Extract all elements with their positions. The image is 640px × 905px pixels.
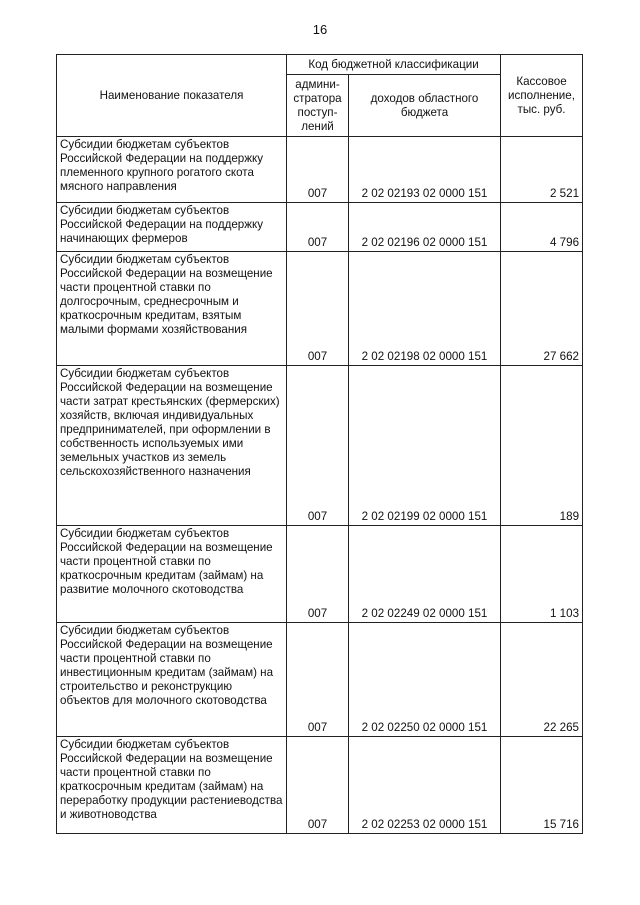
row-budget-code: 2 02 02198 02 0000 151 (349, 252, 501, 366)
table-header (57, 55, 583, 137)
row-budget-code: 2 02 02250 02 0000 151 (349, 623, 501, 737)
table-row (57, 203, 583, 252)
row-indicator-name: Субсидии бюджетам субъектов Российской Федерации на поддержку начинающих фермеров (57, 203, 287, 252)
row-indicator-name: Субсидии бюджетам субъектов Российской Федерации на возмещение части затрат крестьянских (фермерских) хозяйств, включая индивидуальных предпринимателей, при оформлении в собственность используемых ими земельных участков из земель сельскохозяйственного назначения (57, 366, 287, 526)
row-cash-amount: 4 796 (501, 203, 583, 252)
row-admin-code: 007 (287, 203, 349, 252)
row-admin-code: 007 (287, 526, 349, 623)
table-row (57, 623, 583, 737)
row-budget-code: 2 02 02253 02 0000 151 (349, 737, 501, 834)
row-cash-amount: 27 662 (501, 252, 583, 366)
header-regional-budget-revenue: доходов областного бюджета (349, 75, 501, 137)
row-admin-code: 007 (287, 252, 349, 366)
page-number: 16 (312, 22, 328, 37)
row-budget-code: 2 02 02196 02 0000 151 (349, 203, 501, 252)
row-indicator-name: Субсидии бюджетам субъектов Российской Федерации на возмещение части процентной ставки по долгосрочным, среднесрочным и краткосрочным кредитам, взятым малыми формами хозяйствования (57, 252, 287, 366)
row-admin-code: 007 (287, 366, 349, 526)
table-row (57, 137, 583, 203)
row-cash-amount: 2 521 (501, 137, 583, 203)
header-revenue-administrator: админи-стратора поступ-лений (287, 75, 349, 137)
row-cash-amount: 189 (501, 366, 583, 526)
row-cash-amount: 1 103 (501, 526, 583, 623)
table-row (57, 252, 583, 366)
row-cash-amount: 22 265 (501, 623, 583, 737)
table-body (57, 137, 583, 834)
header-cash-execution: Кассовое исполнение, тыс. руб. (501, 55, 583, 137)
row-cash-amount: 15 716 (501, 737, 583, 834)
header-indicator-name: Наименование показателя (57, 55, 287, 137)
row-admin-code: 007 (287, 623, 349, 737)
row-budget-code: 2 02 02199 02 0000 151 (349, 366, 501, 526)
table-row (57, 737, 583, 834)
table-row (57, 366, 583, 526)
header-classification-code: Код бюджетной классификации (287, 55, 501, 75)
budget-table (56, 54, 583, 834)
row-indicator-name: Субсидии бюджетам субъектов Российской Федерации на возмещение части процентной ставки по инвестиционным кредитам (займам) на строительство и реконструкцию объектов для молочного скотоводства (57, 623, 287, 737)
row-budget-code: 2 02 02249 02 0000 151 (349, 526, 501, 623)
table-row (57, 526, 583, 623)
row-indicator-name: Субсидии бюджетам субъектов Российской Федерации на возмещение части процентной ставки по краткосрочным кредитам (займам) на развитие молочного скотоводства (57, 526, 287, 623)
row-admin-code: 007 (287, 737, 349, 834)
row-budget-code: 2 02 02193 02 0000 151 (349, 137, 501, 203)
row-indicator-name: Субсидии бюджетам субъектов Российской Федерации на возмещение части процентной ставки по краткосрочным кредитам (займам) на переработку продукции растениеводства и животноводства (57, 737, 287, 834)
row-indicator-name: Субсидии бюджетам субъектов Российской Федерации на поддержку племенного крупного рогатого скота мясного направления (57, 137, 287, 203)
row-admin-code: 007 (287, 137, 349, 203)
